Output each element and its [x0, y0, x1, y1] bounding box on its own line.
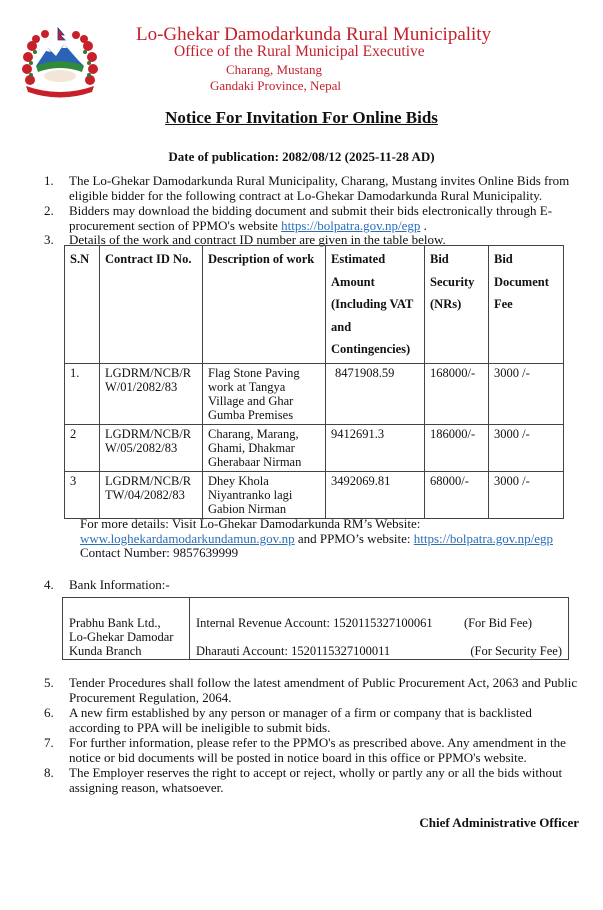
cell-description: Flag Stone Paving work at Tangya Village and Ghar Gumba Premises [203, 363, 326, 424]
item-number: 6. [44, 705, 54, 720]
item-text [69, 204, 584, 233]
bid-fee-account [196, 616, 562, 630]
cell-contract-id: LGDRM/NCB/RW/01/2082/83 [100, 363, 203, 424]
list-item-1 [44, 174, 584, 203]
cell-bid-security: 68000/- [425, 471, 489, 518]
cell-sn: 3 [65, 471, 100, 518]
bank-info-table [62, 597, 569, 660]
more-details-line: For more details: Visit Lo-Ghekar Damodarkunda RM’s Website: [80, 516, 421, 531]
item-text-before: Bidders may download the bidding document and submit their bids electronically through E-procurement section of PPMO's website [69, 203, 553, 233]
rm-website-link[interactable]: www.loghekardamodarkundamun.gov.np [80, 530, 295, 546]
cell-description: Charang, Marang, Ghami, Dhakmar Gherabaar Nirman [203, 424, 326, 471]
websites-line [80, 532, 553, 547]
office-location: Charang, Mustang [226, 62, 323, 77]
office-province: Gandaki Province, Nepal [210, 78, 342, 93]
cell-bid-fee: 3000 /- [489, 424, 564, 471]
cell-sn: 2 [65, 424, 100, 471]
item-text: The Lo-Ghekar Damodarkunda Rural Municipality, Charang, Mustang invites Online Bids from eligible bidder for the following contract at Lo-Ghekar Damodarkunda Rural Municipality. [69, 173, 570, 203]
header-description: Description of work [203, 246, 326, 364]
cell-estimated-amount: 3492069.81 [326, 471, 425, 518]
cell-contract-id: LGDRM/NCB/RTW/04/2082/83 [100, 471, 203, 518]
municipality-name: Lo-Ghekar Damodarkunda Rural Municipality [136, 24, 492, 45]
signature-title: Chief Administrative Officer [419, 815, 579, 830]
table-row [65, 471, 564, 518]
bid-fee-account-number: Internal Revenue Account: 1520115327100061 [196, 616, 433, 630]
item-text: Details of the work and contract ID number are given in the table below. [69, 232, 446, 247]
item-text: A new firm established by any person or manager of a firm or company that is backlisted according to PPA will be ineligible to submit bids. [69, 705, 532, 735]
cell-bid-fee: 3000 /- [489, 363, 564, 424]
websites-middle-text: and PPMO’s website: [294, 530, 414, 546]
bank-accounts-cell [190, 598, 569, 660]
item-number: 2. [44, 203, 54, 218]
bank-branch-line: Lo-Ghekar Damodar [69, 630, 174, 644]
more-details [80, 517, 553, 561]
works-table [64, 245, 564, 519]
item-text: The Employer reserves the right to accept or reject, wholly or partly any or all the bids without assigning reason, whatsoever. [69, 765, 563, 795]
office-name: Office of the Rural Municipal Executive [174, 43, 425, 60]
header-bid-security: Bid Security (NRs) [425, 246, 489, 364]
header-estimated-amount: Estimated Amount (Including VAT and Contingencies) [326, 246, 425, 364]
security-fee-purpose: (For Security Fee) [470, 644, 562, 658]
bank-name-cell [63, 598, 190, 660]
bolpatra-link[interactable]: https://bolpatra.gov.np/egp [281, 217, 421, 233]
list-item-8 [44, 766, 584, 795]
nepal-government-emblem-icon [18, 26, 102, 100]
cell-estimated-amount: 8471908.59 [326, 363, 425, 424]
item-number: 1. [44, 173, 54, 188]
bid-fee-purpose: (For Bid Fee) [463, 616, 532, 630]
item-number: 7. [44, 735, 54, 750]
contact-number: Contact Number: 9857639999 [80, 545, 239, 560]
cell-description: Dhey Khola Niyantranko lagi Gabion Nirman [203, 471, 326, 518]
cell-contract-id: LGDRM/NCB/RW/05/2082/83 [100, 424, 203, 471]
list-item-5 [44, 676, 584, 705]
bank-name-line: Prabhu Bank Ltd., [69, 616, 161, 630]
header-sn: S.N [65, 246, 100, 364]
item-number: 3. [44, 232, 54, 247]
bank-row [63, 598, 569, 660]
notice-title [0, 108, 603, 128]
cell-bid-security: 186000/- [425, 424, 489, 471]
list-item-4 [44, 578, 584, 593]
cell-sn: 1. [65, 363, 100, 424]
list-item-6 [44, 706, 584, 735]
item-number: 4. [44, 577, 54, 592]
header-bid-fee: Bid Document Fee [489, 246, 564, 364]
list-item-2 [44, 204, 584, 233]
item-text: For further information, please refer to the PPMO's as prescribed above. Any amendment in the notice or bid documents will be posted in notice board in this office or PPMO's website. [69, 735, 566, 765]
item-text-after: . [420, 217, 427, 233]
security-account-number: Dharauti Account: 1520115327100011 [196, 644, 391, 658]
table-header-row [65, 246, 564, 364]
list-item-7 [44, 736, 584, 765]
cell-estimated-amount: 9412691.3 [326, 424, 425, 471]
item-number: 5. [44, 675, 54, 690]
header-contract-id: Contract ID No. [100, 246, 203, 364]
table-row [65, 363, 564, 424]
ppmo-website-link[interactable]: https://bolpatra.gov.np/egp [413, 530, 553, 546]
item-number: 8. [44, 765, 54, 780]
publication-date: Date of publication: 2082/08/12 (2025-11-28 AD) [168, 149, 435, 164]
item-text: Tender Procedures shall follow the latest amendment of Public Procurement Act, 2063 and Public Procurement Regulation, 2064. [69, 675, 578, 705]
notice-title-text: Notice For Invitation For Online Bids [165, 108, 438, 127]
table-row [65, 424, 564, 471]
bank-branch-line: Kunda Branch [69, 644, 142, 658]
item-text: Bank Information:- [69, 577, 170, 592]
cell-bid-fee: 3000 /- [489, 471, 564, 518]
security-fee-account [196, 644, 562, 658]
cell-bid-security: 168000/- [425, 363, 489, 424]
